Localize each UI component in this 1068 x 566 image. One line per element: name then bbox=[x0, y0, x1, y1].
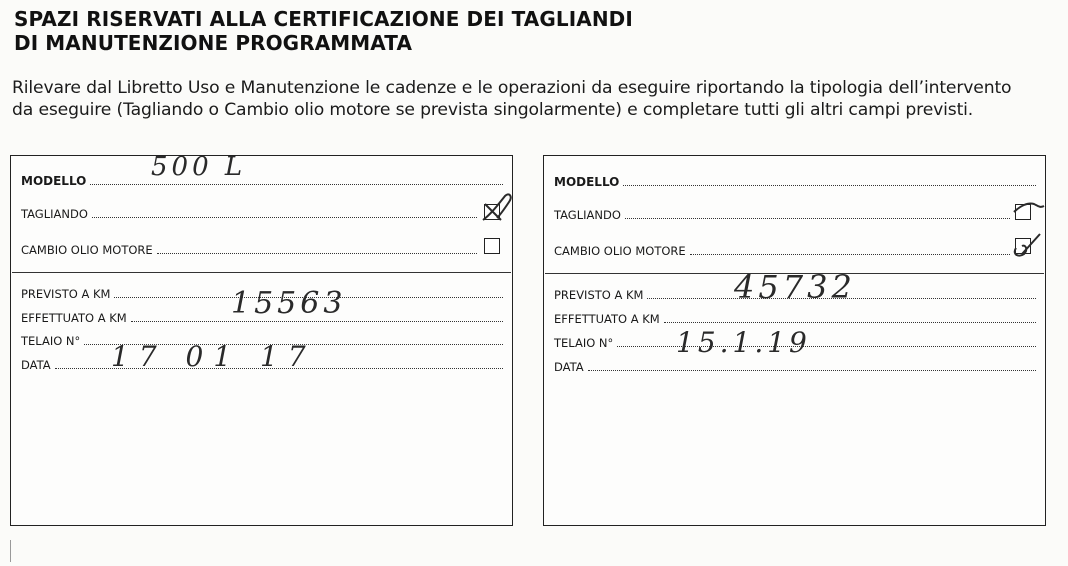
section-heading bbox=[14, 7, 633, 55]
tagliando-label: TAGLIANDO bbox=[554, 208, 621, 222]
card-divider bbox=[12, 272, 511, 273]
data-line bbox=[588, 369, 1036, 371]
data-field[interactable] bbox=[554, 360, 1036, 374]
tagliando-check-mark bbox=[479, 190, 519, 226]
cambio-olio-line bbox=[157, 252, 477, 254]
heading-line-1: SPAZI RISERVATI ALLA CERTIFICAZIONE DEI TAGLIANDI bbox=[14, 7, 633, 31]
modello-line bbox=[623, 184, 1036, 186]
service-card-2 bbox=[543, 155, 1046, 526]
cambio-olio-label: CAMBIO OLIO MOTORE bbox=[554, 244, 686, 258]
tagliando-line bbox=[625, 217, 1010, 219]
instructions-text bbox=[12, 77, 1062, 121]
modello-handwriting: 500 L bbox=[151, 152, 247, 182]
cambio-olio-label: CAMBIO OLIO MOTORE bbox=[21, 243, 153, 257]
previsto-label: PREVISTO A KM bbox=[21, 287, 111, 301]
effettuato-handwriting: 15563 bbox=[231, 286, 347, 321]
modello-label: MODELLO bbox=[21, 174, 87, 188]
cambio-olio-field bbox=[554, 244, 1010, 258]
service-card-1 bbox=[10, 152, 513, 526]
modello-field[interactable] bbox=[554, 175, 1036, 189]
telaio-label: TELAIO N° bbox=[21, 334, 81, 348]
cambio-olio-check-mark bbox=[1008, 228, 1048, 262]
tagliando-field bbox=[21, 207, 477, 221]
tagliando-label: TAGLIANDO bbox=[21, 207, 88, 221]
previsto-label: PREVISTO A KM bbox=[554, 288, 644, 302]
instructions-line-2: da eseguire (Tagliando o Cambio olio motore se prevista singolarmente) e completare tutti gli altri campi previsti. bbox=[12, 100, 974, 120]
telaio-label: TELAIO N° bbox=[554, 336, 614, 350]
modello-label: MODELLO bbox=[554, 175, 620, 189]
instructions-line-1: Rilevare dal Libretto Uso e Manutenzione le cadenze e le operazioni da eseguire riportando la tipologia dell’intervento bbox=[12, 78, 1012, 98]
data-label: DATA bbox=[21, 358, 51, 372]
cambio-olio-field bbox=[21, 243, 477, 257]
tagliando-field bbox=[554, 208, 1010, 222]
modello-field[interactable] bbox=[21, 174, 503, 188]
effettuato-line bbox=[664, 321, 1036, 323]
scan-mark bbox=[10, 540, 11, 562]
telaio-handwriting: 15.1.19 bbox=[676, 326, 811, 359]
effettuato-label: EFFETTUATO A KM bbox=[554, 312, 660, 326]
previsto-handwriting: 45732 bbox=[734, 268, 856, 306]
modello-line bbox=[90, 183, 503, 185]
tagliando-check-mark bbox=[1010, 194, 1050, 224]
effettuato-label: EFFETTUATO A KM bbox=[21, 311, 127, 325]
effettuato-field[interactable] bbox=[554, 312, 1036, 326]
data-handwriting: 17 01 17 bbox=[111, 340, 316, 373]
data-label: DATA bbox=[554, 360, 584, 374]
heading-line-2: DI MANUTENZIONE PROGRAMMATA bbox=[14, 31, 413, 55]
cambio-olio-line bbox=[690, 253, 1010, 255]
cambio-olio-checkbox[interactable] bbox=[484, 238, 500, 254]
tagliando-line bbox=[92, 216, 477, 218]
